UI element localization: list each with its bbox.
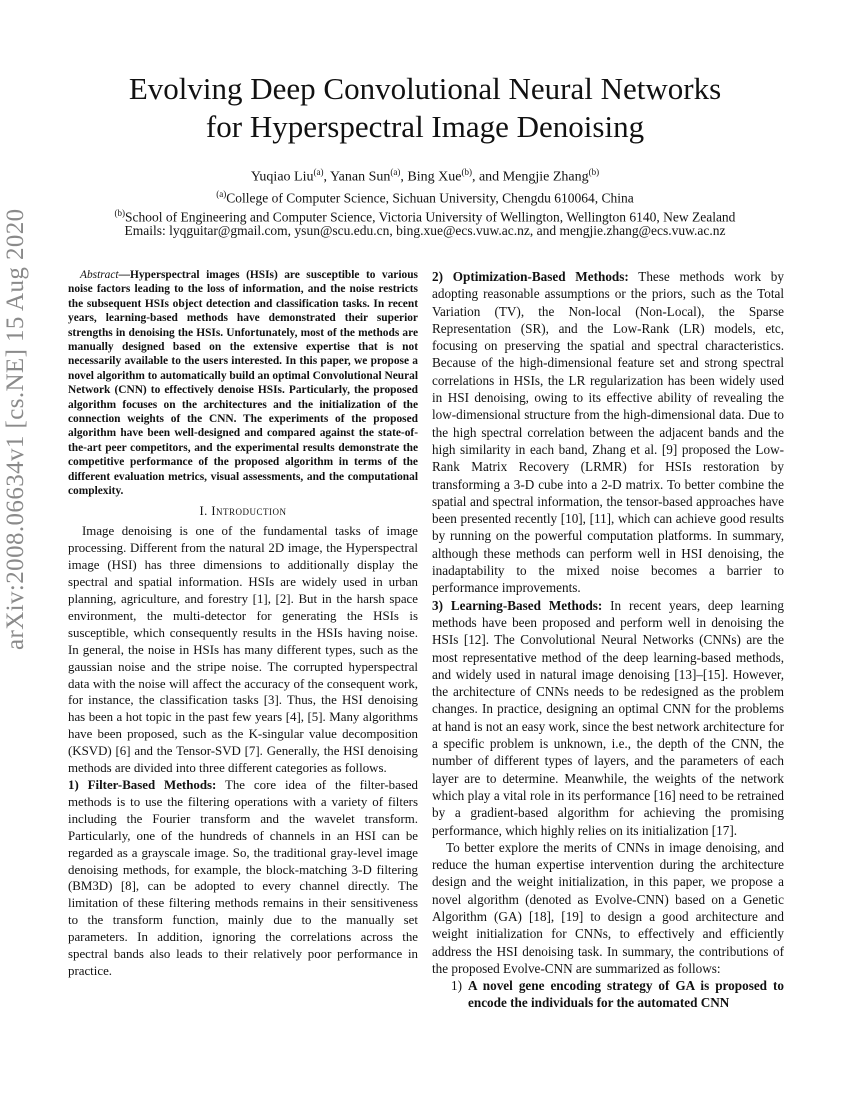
paper-title — [60, 70, 790, 146]
optimization-based-heading: 2) Optimization-Based Methods: — [432, 269, 629, 284]
author-2-sup: (a) — [390, 167, 401, 177]
optimization-based-text: These methods work by adopting reasonable assumptions or the priors, such as the Total Variation (TV), the Non-local (Non-Local), the Sparse Representation (SR), and the Low-Rank (LR) models, etc, focusing on preserving the spatial and spectral characteristics. Because of the high-dimensional feature set and strong spectral correlations in HSIs, the LR regularization has been widely used in HSI denoising, owing to its effective ability of revealing the low-dimensional structure from the high-dimensional data. Due to the high spectral correlation between the adjacent bands and the high similarity in each band, Zhang et al. [9] proposed the Low-Rank Matrix Recovery (LRMR) for HSIs restoration by transforming a 3-D cube into a 2-D matrix. To better combine the spatial and spectral information, the tensor-based approaches have been presented recently [10], [11], which can achieve good results by running on the powerful computation platforms. In summary, although these methods can perform well in HSI denoising, the inadaptability to the mixed noise becomes a barrier to performance improvements. — [432, 269, 784, 596]
abstract-label: Abstract — [80, 269, 119, 281]
author-4: Mengjie Zhang — [502, 169, 589, 185]
abstract — [68, 268, 418, 499]
filter-based-text: The core idea of the filter-based methods is to use the filtering operations with a variety of filters including the Fourier transform and the wavelet transform. Particularly, one of the hundreds of channels in an HSI can be regarded as a grayscale image. So, the traditional gray-level image denoising methods, for example, the block-matching 3-D filtering (BM3D) [8], can be adopted to every channel directly. The limitation of these filtering methods remains in their sensitiveness to the transform function, mainly due to the manually set parameters. In addition, ignoring the correlations across the spectral bands also leads to their relatively poor performance in practice. — [68, 778, 419, 978]
affiliation-a-text: College of Computer Science, Sichuan University, Chengdu 610064, China — [226, 190, 634, 206]
author-3: Bing Xue — [407, 169, 462, 185]
optimization-based-paragraph — [432, 268, 784, 597]
arxiv-id-text: arXiv:2008.06634v1 [cs.NE] 15 Aug 2020 — [2, 208, 29, 650]
list-item-text: A novel gene encoding strategy of GA is proposed to encode the individuals for the automated CNN — [468, 978, 784, 1011]
abstract-text: —Hyperspectral images (HSIs) are susceptible to various noise factors leading to the loss of information, and the noise restricts the subsequent HSIs object detection and classification tasks. In recent years, learning-based methods have demonstrated their superior strengths in denoising the HSIs. Unfortunately, most of the methods are manually designed based on the extensive expertise that is not necessarily available to the users interested. In this paper, we propose a novel algorithm to automatically build an optimal Convolutional Neural Network (CNN) to effectively denoise HSIs. Particularly, the proposed algorithm focuses on the architectures and the initialization of the connection weights of the CNN. The experiments of the proposed algorithm have been well-designed and compared against the state-of-the-art peer competitors, and the experimental results demonstrate the competitive performance of the proposed algorithm in terms of the different evaluation metrics, visual assessments, and the computational complexity. — [68, 269, 418, 498]
author-1: Yuqiao Liu — [250, 169, 314, 185]
section-heading-introduction: I. Introduction — [199, 503, 287, 518]
intro-paragraph: Image denoising is one of the fundamental tasks of image processing. Different from the natural 2D image, the Hyperspectral image (HSI) has three dimensions to additionally display the spectral and spatial information. HSIs are widely used in urban planning, agriculture, and forestry [1], [2]. But in the harsh space environment, the multi-detector for generating the HSIs is susceptible, which consequently results in the HSIs having noise. In general, the noise in HSIs has many different types, such as the gaussian noise and the stripe noise. The corrupted hyperspectral data with the noise will affect the accuracy of the consequent work, for instance, the classification tasks [3]. Thus, the HSI denoising has been a hot topic in the past few years [4], [5]. Many algorithms have been proposed, such as the K-singular value decomposition (KSVD) [6] and the Tensor-SVD [7]. Generally, the HSI denoising methods are divided into three different categories as follows. — [68, 524, 418, 776]
list-item-number: 1) — [451, 978, 462, 994]
author-1-sup: (a) — [313, 167, 324, 177]
affiliation-b-sup: (b) — [114, 208, 126, 218]
title-line-2: for Hyperspectral Image Denoising — [205, 109, 645, 144]
title-line-1: Evolving Deep Convolutional Neural Networks — [128, 71, 722, 106]
left-column — [68, 268, 418, 980]
affiliation-a-sup: (a) — [216, 189, 227, 199]
right-column — [432, 268, 784, 1012]
affiliation-b-text: School of Engineering and Computer Science, Victoria University of Wellington, Wellington 6140, New Zealand — [125, 209, 736, 225]
learning-based-heading: 3) Learning-Based Methods: — [432, 597, 603, 613]
learning-based-paragraph — [432, 597, 784, 839]
author-4-sup: (b) — [588, 167, 600, 177]
filter-based-heading: 1) Filter-Based Methods: — [68, 778, 217, 792]
filter-based-paragraph — [68, 777, 418, 980]
list-item — [432, 977, 784, 1012]
author-2: Yanan Sun — [329, 169, 391, 185]
author-list: Yuqiao Liu$^{(a)}$, Yanan Sun$^{(a)}$, Bing Xue$^{(b)}$, and Mengjie Zhang$^{(b)}$ — [250, 167, 600, 185]
learning-based-text: In recent years, deep learning methods have been proposed and perform well in denoising the HSIs [12]. The Convolutional Neural Networks (CNNs) are the most representative method of the deep learning-based methods, and widely used in natural image denoising [13]–[15]. However, the architecture of CNNs needs to be redesigned as the problem changes. In practice, designing an optimal CNN for the problems at hand is not an easy work, since the best network architecture for a specific problem is unknown, i.e., the depth of the CNN, the number of different types of layers, and the parameters of each layer are to determine. Meanwhile, the weights of the network which play a vital role in its performance [16] need to be retrained by a gradient-based algorithm for achieving the promising performance, which highly relies on its initialization [17]. — [432, 597, 784, 838]
contribution-list — [432, 977, 784, 1012]
author-3-sup: (b) — [461, 167, 472, 177]
author-emails: Emails: lyqguitar@gmail.com, ysun@scu.edu.cn, bing.xue@ecs.vuw.ac.nz, and mengjie.zhang@ecs.vuw.ac.nz — [124, 223, 726, 238]
contribution-intro-paragraph: To better explore the merits of CNNs in image denoising, and reduce the human expertise intervention during the architecture design and the weight initialization, in this paper, we propose a novel algorithm (denoted as Evolve-CNN) based on a Genetic Algorithm (GA) [18], [19] to design a good architecture and weight initialization for CNNs, to effectively and efficiently address the HSI denoising task. In summary, the contributions of the proposed Evolve-CNN are summarized as follows: — [432, 839, 784, 976]
